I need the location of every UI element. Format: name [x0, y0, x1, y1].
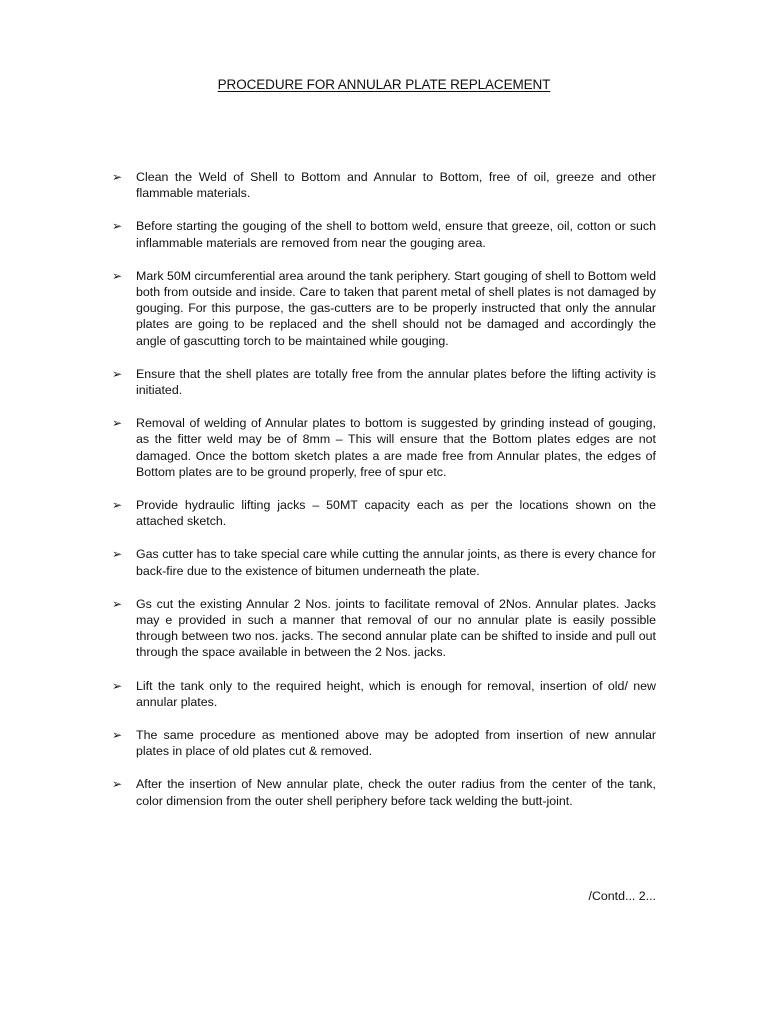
list-item-text: Mark 50M circumferential area around the tank periphery. Start gouging of shell to Bottom weld both from outside and inside. Care to taken that parent metal of shell plates is not damaged by gouging. For this purpose, the gas-cutters are to be properly instructed that only the annular plates are going to be replaced and the shell should not be damaged and accordingly the angle of gascutting torch to be maintained while gouging.: [136, 268, 656, 348]
bullet-arrow-icon: ➢: [112, 777, 123, 792]
bullet-arrow-icon: ➢: [112, 728, 123, 743]
list-item: [112, 776, 656, 808]
bullet-arrow-icon: ➢: [112, 416, 123, 431]
list-item: [112, 678, 656, 710]
bullet-arrow-icon: ➢: [112, 547, 123, 562]
bullet-arrow-icon: ➢: [112, 596, 123, 611]
list-item: [112, 727, 656, 759]
list-item-text: Provide hydraulic lifting jacks – 50MT capacity each as per the locations shown on the attached sketch.: [136, 498, 656, 529]
list-item-text: Removal of welding of Annular plates to bottom is suggested by grinding instead of gouging, as the fitter weld may be of 8mm – This will ensure that the Bottom plates edges are not damaged. Once the bottom sketch plates a are made free from Annular plates, the edges of Bottom plates are to be ground properly, free of spur etc.: [136, 416, 656, 479]
bullet-arrow-icon: ➢: [112, 268, 123, 283]
list-item: [112, 596, 656, 661]
list-item: [112, 169, 656, 201]
list-item: [112, 415, 656, 480]
continuation-note: /Contd... 2...: [588, 889, 656, 903]
list-item-text: After the insertion of New annular plate, check the outer radius from the center of the tank, color dimension from the outer shell periphery before tack welding the butt-joint.: [136, 777, 656, 808]
list-item: [112, 218, 656, 250]
list-item-text: Before starting the gouging of the shell to bottom weld, ensure that greeze, oil, cotton or such inflammable materials are removed from near the gouging area.: [136, 219, 656, 250]
bullet-arrow-icon: ➢: [112, 170, 123, 184]
list-item: [112, 366, 656, 398]
list-item-text: Gs cut the existing Annular 2 Nos. joints to facilitate removal of 2Nos. Annular plates. Jacks may e provided in such a manner that removal of our no annular plate is easily possible through between two nos. jacks. The second annular plate can be shifted to inside and pull out through the space available in between the 2 Nos. jacks.: [136, 596, 656, 660]
document-title-text: PROCEDURE FOR ANNULAR PLATE REPLACEMENT: [217, 77, 551, 92]
procedure-list: [112, 169, 656, 826]
list-item-text: The same procedure as mentioned above may be adopted from insertion of new annular plates in place of old plates cut & removed.: [136, 728, 656, 759]
list-item-text: Gas cutter has to take special care while cutting the annular joints, as there is every chance for back-fire due to the existence of bitumen underneath the plate.: [136, 547, 656, 578]
list-item: [112, 268, 656, 349]
bullet-arrow-icon: ➢: [112, 678, 123, 693]
bullet-arrow-icon: ➢: [112, 219, 123, 234]
list-item-text: Clean the Weld of Shell to Bottom and Annular to Bottom, free of oil, greeze and other flammable materials.: [136, 170, 656, 201]
bullet-arrow-icon: ➢: [112, 366, 123, 381]
list-item-text: Ensure that the shell plates are totally free from the annular plates before the lifting activity is initiated.: [136, 366, 656, 398]
list-item: [112, 546, 656, 578]
document-title: [0, 77, 768, 92]
list-item-text: Lift the tank only to the required height, which is enough for removal, insertion of old/ new annular plates.: [136, 678, 656, 709]
list-item: [112, 497, 656, 529]
bullet-arrow-icon: ➢: [112, 498, 123, 513]
